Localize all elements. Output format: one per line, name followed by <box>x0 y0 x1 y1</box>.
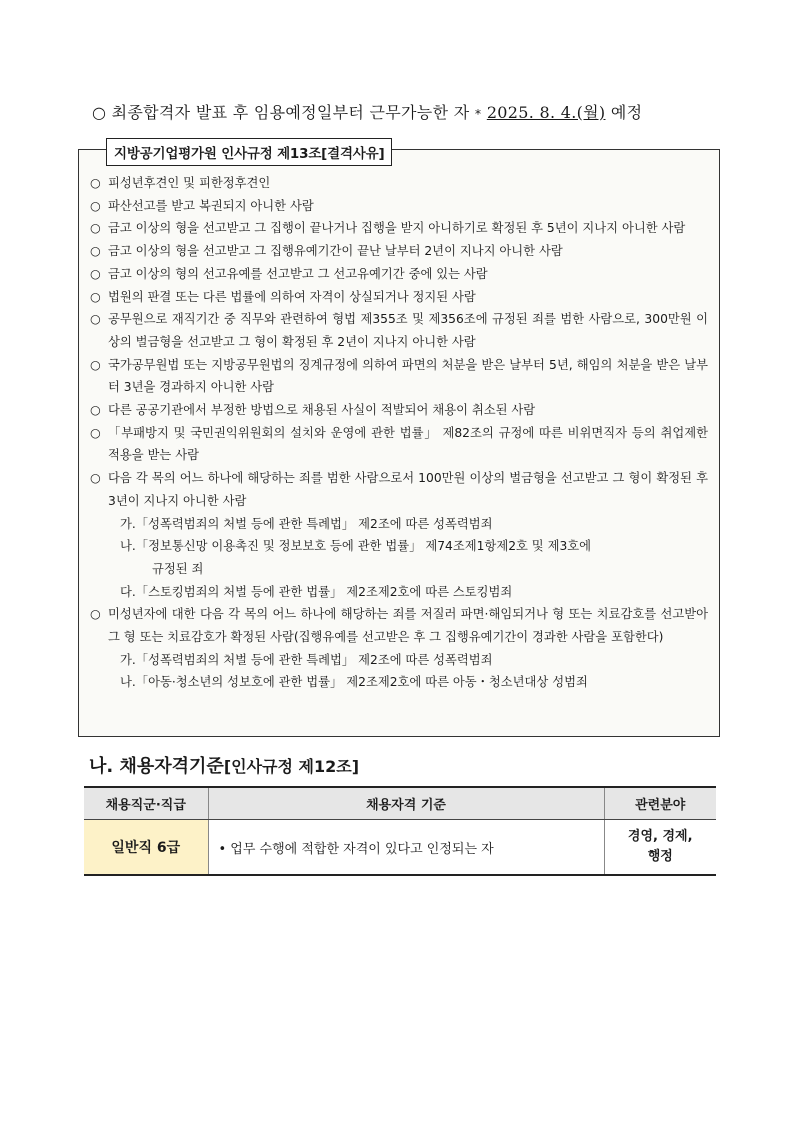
list-item: ○ 금고 이상의 형을 선고받고 그 집행유예기간이 끝난 날부터 2년이 지나지 아니한 사람 <box>90 240 708 263</box>
circle-bullet: ○ <box>90 221 101 236</box>
circle-bullet: ○ <box>90 312 101 327</box>
disqualification-list <box>90 172 708 694</box>
circle-bullet: ○ <box>90 266 101 281</box>
list-item: ○ 공무원으로 재직기간 중 직무와 관련하여 형법 제355조 및 제356조에 규정된 죄를 범한 사람으로, 300만원 이상의 벌금형을 선고받고 그 형이 확정된 후 2년이 지나지 아니한 사람 <box>90 308 708 353</box>
circle-bullet: ○ <box>90 403 101 418</box>
list-item: ○ 다른 공공기관에서 부정한 방법으로 채용된 사실이 적발되어 채용이 취소된 사람 <box>90 399 708 422</box>
circle-bullet: ○ <box>90 176 101 190</box>
field-cell: 경영, 경제, 행정 <box>604 820 716 876</box>
circle-bullet: ○ <box>90 607 101 622</box>
list-item-minor-offense: ○ 미성년자에 대한 다음 각 목의 어느 하나에 해당하는 죄를 저질러 파면·해임되거나 형 또는 치료감호를 선고받아 그 형 또는 치료감호가 확정된 사람(집행유예를 선고받은 후 그 집행유예기간이 경과한 사람을 포함한다) <box>90 603 708 648</box>
column-header: 채용직군·직급 <box>84 787 208 820</box>
circle-bullet: ○ <box>90 198 101 213</box>
note-mark: * <box>474 106 482 121</box>
sub-item-continuation: 규정된 죄 <box>152 561 204 576</box>
sub-item: 나.「아동·청소년의 성보호에 관한 법률」 제2조제2호에 따른 아동・청소년대상 성범죄 <box>120 675 588 690</box>
list-item-fine-offense: ○ 다음 각 목의 어느 하나에 해당하는 죄를 범한 사람으로서 100만원 이상의 벌금형을 선고받고 그 형이 확정된 후 3년이 지나지 아니한 사람 <box>90 467 708 512</box>
list-item: ○ 피성년후견인 및 피한정후견인 <box>90 172 708 195</box>
circle-bullet: ○ <box>90 289 101 304</box>
circle-bullet: ○ <box>90 357 101 372</box>
table-header-row <box>84 787 716 820</box>
column-header: 관련분야 <box>604 787 716 820</box>
list-item: ○ 국가공무원법 또는 지방공무원법의 징계규정에 의하여 파면의 처분을 받은 날부터 5년, 해임의 처분을 받은 날부터 3년을 경과하지 아니한 사람 <box>90 354 708 399</box>
circle-bullet: ○ <box>90 425 101 440</box>
list-item: ○ 파산선고를 받고 복권되지 아니한 사람 <box>90 195 708 218</box>
circle-bullet: ○ <box>90 471 101 486</box>
circle-bullet: ○ <box>90 244 101 259</box>
disqualification-title: 지방공기업평가원 인사규정 제13조[결격사유] <box>106 138 392 166</box>
job-grade-cell: 일반직 6급 <box>84 820 208 876</box>
table-row <box>84 820 716 876</box>
top-condition-line <box>92 100 712 123</box>
sub-item: 가.「성폭력범죄의 처벌 등에 관한 특례법」 제2조에 따른 성폭력범죄 <box>120 652 493 667</box>
column-header: 채용자격 기준 <box>208 787 604 820</box>
list-item: ○ 금고 이상의 형을 선고받고 그 집행이 끝나거나 집행을 받지 아니하기로 확정된 후 5년이 지나지 아니한 사람 <box>90 217 708 240</box>
standard-cell: • 업무 수행에 적합한 자격이 있다고 인정되는 자 <box>208 820 604 876</box>
sub-item: 나.「정보통신망 이용촉진 및 정보보호 등에 관한 법률」 제74조제1항제2호 및 제3호에 <box>120 539 592 554</box>
list-item: ○ 금고 이상의 형의 선고유예를 선고받고 그 선고유예기간 중에 있는 사람 <box>90 263 708 286</box>
qualification-table <box>84 786 716 876</box>
sub-item: 다.「스토킹범죄의 처벌 등에 관한 법률」 제2조제2호에 따른 스토킹범죄 <box>120 584 513 599</box>
list-item: ○ 「부패방지 및 국민권익위원회의 설치와 운영에 관한 법률」 제82조의 규정에 따른 비위면직자 등의 취업제한 적용을 받는 사람 <box>90 422 708 467</box>
condition-text: 최종합격자 발표 후 임용예정일부터 근무가능한 자 <box>111 103 470 122</box>
sub-item: 가.「성폭력범죄의 처벌 등에 관한 특례법」 제2조에 따른 성폭력범죄 <box>120 516 493 531</box>
list-item: ○ 법원의 판결 또는 다른 법률에 의하여 자격이 상실되거나 정지된 사람 <box>90 286 708 309</box>
section-heading: 나. 채용자격기준[인사규정 제12조] <box>89 756 360 777</box>
bullet: ○ <box>92 103 107 122</box>
section-reference: [인사규정 제12조] <box>223 757 360 776</box>
scheduled-date: 2025. 8. 4.(월) <box>486 103 606 122</box>
scheduled-suffix: 예정 <box>610 103 643 122</box>
